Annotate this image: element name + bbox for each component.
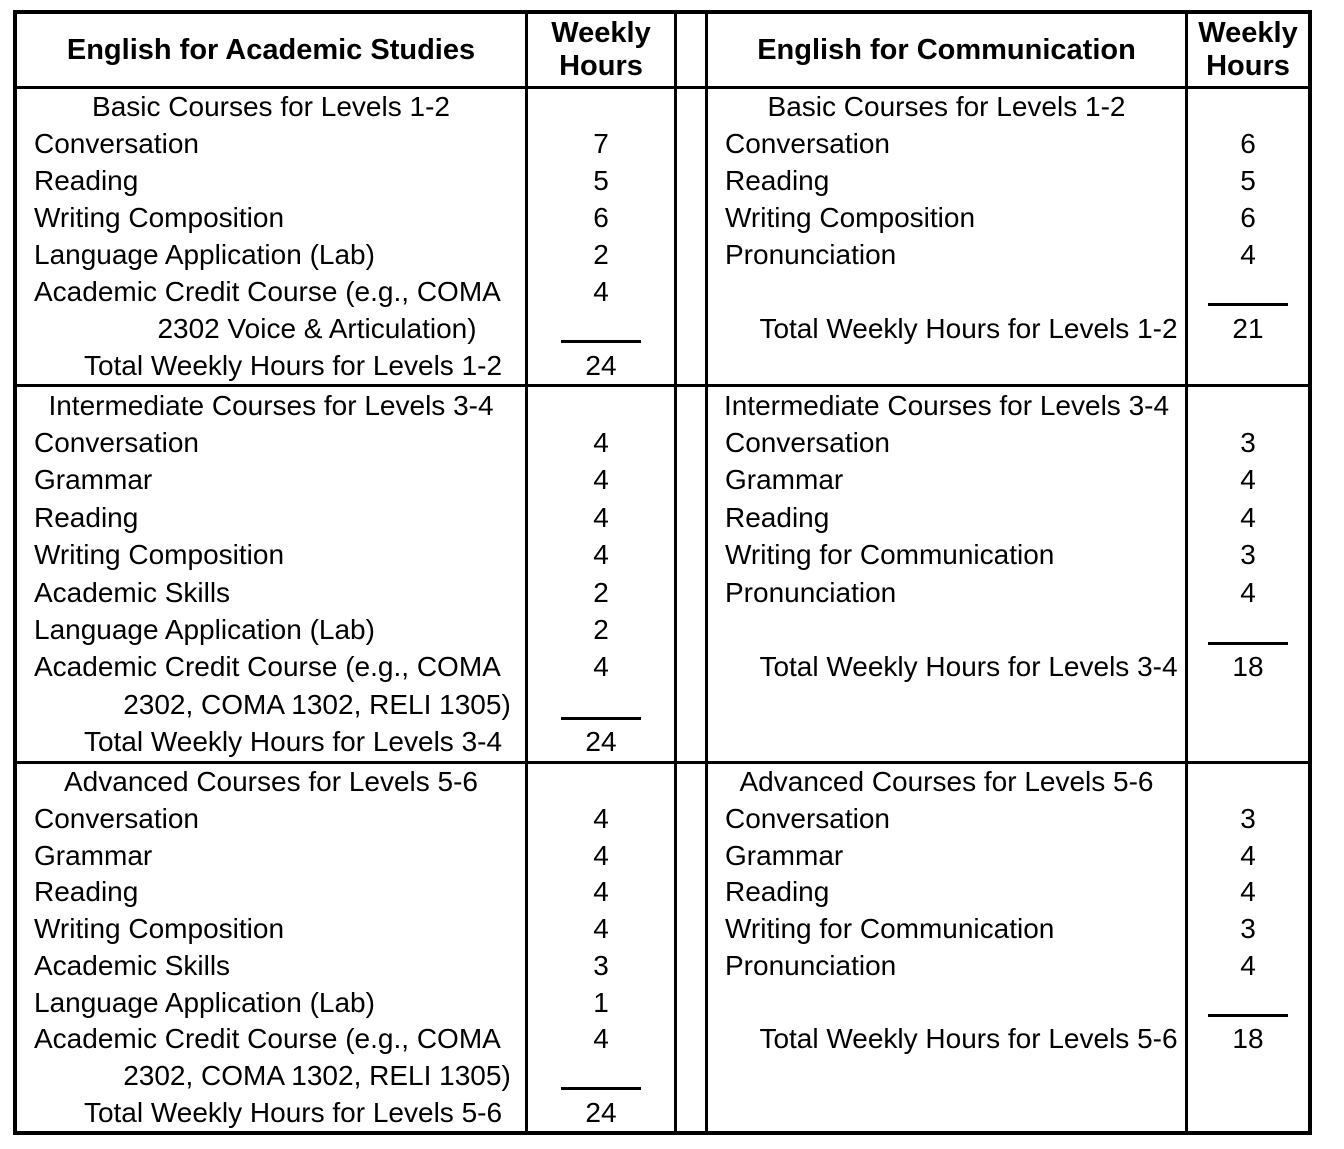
course-hours: 4 xyxy=(1240,949,1256,981)
spacer-line xyxy=(528,89,674,126)
spacer-line xyxy=(708,984,1185,1021)
weekly-hours-label-line1: Weekly xyxy=(551,17,651,49)
sum-rule xyxy=(1188,611,1308,648)
course-name: Writing Composition xyxy=(34,539,285,571)
course-hours: 4 xyxy=(593,427,609,459)
sum-rule-bar xyxy=(561,340,641,343)
course-hours: 4 xyxy=(593,651,609,683)
course-name: Writing Composition xyxy=(34,202,285,234)
course-hours: 6 xyxy=(593,202,609,234)
course-name: Academic Skills xyxy=(34,949,231,981)
course-name: Academic Credit Course (e.g., COMA xyxy=(34,275,501,307)
gap-column-header xyxy=(677,14,705,86)
spacer-line xyxy=(708,347,1185,384)
course-name-wrap: 2302 Voice & Articulation) xyxy=(157,312,477,344)
gap-column xyxy=(677,89,705,384)
course-hours: 5 xyxy=(593,165,609,197)
course-name: Writing Composition xyxy=(725,202,976,234)
course-name: Conversation xyxy=(34,128,199,160)
course-name: Language Application (Lab) xyxy=(34,986,375,1018)
course-hours: 2 xyxy=(593,238,609,270)
course-hours: 4 xyxy=(593,876,609,908)
efc-intermediate-names-cell xyxy=(708,387,1185,761)
total-label: Total Weekly Hours for Levels 3-4 xyxy=(759,651,1178,683)
efc-advanced-hours-cell xyxy=(1188,764,1308,1131)
weekly-hours-label-line2: Hours xyxy=(559,50,643,82)
course-hours: 6 xyxy=(1240,202,1256,234)
total-label: Total Weekly Hours for Levels 5-6 xyxy=(83,1096,503,1128)
course-hours-table xyxy=(13,10,1312,1135)
sum-rule-bar xyxy=(1208,1014,1288,1017)
course-name: Academic Skills xyxy=(34,576,231,608)
total-hours: 18 xyxy=(1232,651,1264,683)
spacer-line xyxy=(528,387,674,424)
course-name: Conversation xyxy=(725,427,890,459)
section-title: Intermediate Courses for Levels 3-4 xyxy=(723,389,1170,421)
eas-basic-hours-cell xyxy=(528,89,674,384)
course-name: Pronunciation xyxy=(725,576,897,608)
sum-rule xyxy=(1188,984,1308,1021)
efc-hours-header-cell xyxy=(1188,14,1308,86)
course-name: Writing for Communication xyxy=(725,913,1055,945)
course-hours: 4 xyxy=(1240,876,1256,908)
course-hours: 3 xyxy=(593,949,609,981)
course-hours: 3 xyxy=(1240,803,1256,835)
course-name: Grammar xyxy=(34,464,153,496)
course-hours: 5 xyxy=(1240,165,1256,197)
spacer-line xyxy=(1188,387,1308,424)
course-name: Language Application (Lab) xyxy=(34,238,375,270)
sum-rule-bar xyxy=(1208,642,1288,645)
sum-rule-bar xyxy=(1208,303,1288,306)
efc-basic-hours-cell xyxy=(1188,89,1308,384)
course-name: Reading xyxy=(725,876,830,908)
efc-intermediate-hours-cell xyxy=(1188,387,1308,761)
course-hours: 2 xyxy=(593,576,609,608)
section-title: Basic Courses for Levels 1-2 xyxy=(767,91,1126,123)
course-name: Pronunciation xyxy=(725,949,897,981)
spacer-line xyxy=(528,764,674,801)
course-hours: 4 xyxy=(593,464,609,496)
efc-basic-names-cell xyxy=(708,89,1185,384)
spacer-line xyxy=(708,1058,1185,1095)
sum-rule xyxy=(528,310,674,347)
weekly-hours-label-line1: Weekly xyxy=(1198,17,1298,49)
spacer-line xyxy=(1188,1058,1308,1095)
course-hours: 4 xyxy=(1240,464,1256,496)
course-hours: 4 xyxy=(1240,839,1256,871)
course-hours: 4 xyxy=(1240,501,1256,533)
course-hours: 3 xyxy=(1240,913,1256,945)
gap-column xyxy=(677,387,705,761)
eas-advanced-hours-cell xyxy=(528,764,674,1131)
spacer-line xyxy=(708,611,1185,648)
spacer-line xyxy=(1188,1094,1308,1131)
sum-rule-bar xyxy=(561,1087,641,1090)
course-name: Conversation xyxy=(34,427,199,459)
course-name: Reading xyxy=(34,876,139,908)
spacer-line xyxy=(1188,89,1308,126)
course-name: Language Application (Lab) xyxy=(34,614,375,646)
spacer-line xyxy=(1188,347,1308,384)
course-hours: 4 xyxy=(593,913,609,945)
section-title: Advanced Courses for Levels 5-6 xyxy=(64,766,478,798)
efc-header-cell xyxy=(708,14,1185,86)
spacer-line xyxy=(1188,724,1308,761)
section-title: Basic Courses for Levels 1-2 xyxy=(92,91,450,123)
course-hours: 1 xyxy=(593,986,609,1018)
course-name: Writing for Communication xyxy=(725,539,1055,571)
course-name: Grammar xyxy=(34,839,153,871)
course-name: Conversation xyxy=(34,803,199,835)
course-name: Conversation xyxy=(725,128,890,160)
course-hours: 6 xyxy=(1240,128,1256,160)
section-title: Intermediate Courses for Levels 3-4 xyxy=(48,389,494,421)
eas-header-cell xyxy=(17,14,525,86)
course-hours: 3 xyxy=(1240,427,1256,459)
eas-hours-header-cell xyxy=(528,14,674,86)
course-name: Reading xyxy=(34,165,139,197)
course-hours: 3 xyxy=(1240,539,1256,571)
spacer-line xyxy=(708,724,1185,761)
eas-basic-names-cell xyxy=(17,89,525,384)
course-hours: 4 xyxy=(593,839,609,871)
sum-rule xyxy=(528,686,674,723)
eas-intermediate-names-cell xyxy=(17,387,525,761)
section-title: Advanced Courses for Levels 5-6 xyxy=(739,766,1154,798)
total-hours: 18 xyxy=(1232,1023,1264,1055)
course-name: Pronunciation xyxy=(725,238,897,270)
course-name: Grammar xyxy=(725,839,844,871)
course-hours: 4 xyxy=(593,803,609,835)
course-name: Reading xyxy=(34,501,139,533)
spacer-line xyxy=(1188,764,1308,801)
sum-rule-bar xyxy=(561,717,641,720)
course-name: Academic Credit Course (e.g., COMA xyxy=(34,651,501,683)
spacer-line xyxy=(708,273,1185,310)
total-hours: 21 xyxy=(1232,312,1264,344)
course-name: Reading xyxy=(725,501,830,533)
efc-title: English for Communication xyxy=(757,33,1136,66)
course-name: Writing Composition xyxy=(34,913,285,945)
total-hours: 24 xyxy=(585,726,617,758)
spacer-line xyxy=(1188,686,1308,723)
course-hours: 4 xyxy=(593,1023,609,1055)
eas-title: English for Academic Studies xyxy=(66,33,476,66)
total-label: Total Weekly Hours for Levels 5-6 xyxy=(759,1023,1178,1055)
gap-column xyxy=(677,764,705,1131)
total-label: Total Weekly Hours for Levels 1-2 xyxy=(759,312,1178,344)
total-label: Total Weekly Hours for Levels 3-4 xyxy=(83,726,503,758)
course-hours: 4 xyxy=(1240,576,1256,608)
eas-advanced-names-cell xyxy=(17,764,525,1131)
course-hours: 7 xyxy=(593,128,609,160)
course-hours: 4 xyxy=(593,275,609,307)
spacer-line xyxy=(708,686,1185,723)
course-hours: 4 xyxy=(1240,238,1256,270)
course-hours: 2 xyxy=(593,614,609,646)
course-name-wrap: 2302, COMA 1302, RELI 1305) xyxy=(123,1059,511,1091)
course-name: Academic Credit Course (e.g., COMA xyxy=(34,1023,501,1055)
course-name: Reading xyxy=(725,165,830,197)
weekly-hours-label-line2: Hours xyxy=(1206,50,1290,82)
course-name-wrap: 2302, COMA 1302, RELI 1305) xyxy=(123,688,511,720)
spacer-line xyxy=(708,1094,1185,1131)
total-hours: 24 xyxy=(585,349,617,381)
eas-intermediate-hours-cell xyxy=(528,387,674,761)
total-label: Total Weekly Hours for Levels 1-2 xyxy=(83,349,503,381)
course-name: Conversation xyxy=(725,803,890,835)
sum-rule xyxy=(1188,273,1308,310)
course-hours: 4 xyxy=(593,539,609,571)
sum-rule xyxy=(528,1058,674,1095)
efc-advanced-names-cell xyxy=(708,764,1185,1131)
course-hours: 4 xyxy=(593,501,609,533)
course-name: Grammar xyxy=(725,464,844,496)
total-hours: 24 xyxy=(585,1096,617,1128)
